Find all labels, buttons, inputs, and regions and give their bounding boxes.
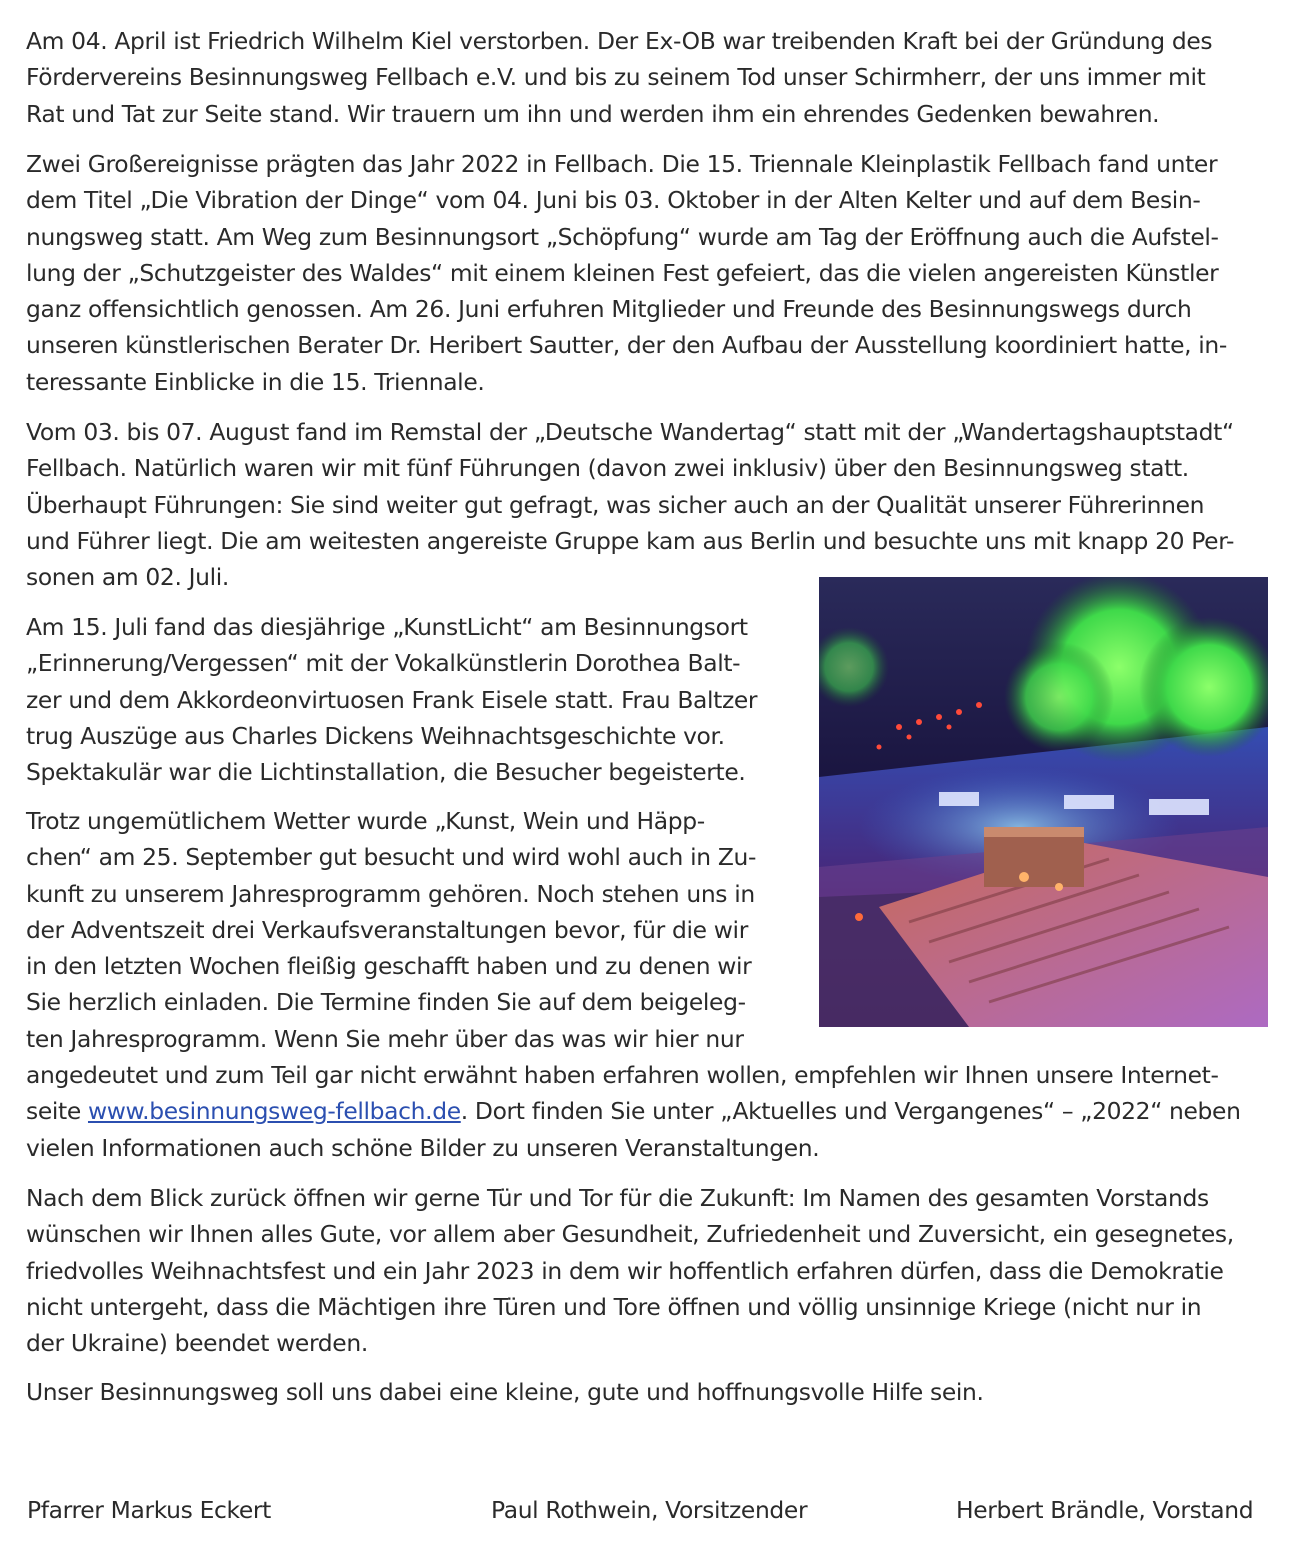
text-line: nicht untergeht, dass die Mächtigen ihre Türen und Tore öffnen und völlig unsinnige Kriege (nicht nur in xyxy=(26,1292,1202,1321)
text-line: wünschen wir Ihnen alles Gute, vor allem aber Gesundheit, Zufriedenheit und Zuversicht, ein gesegnetes, xyxy=(26,1220,1234,1249)
website-link[interactable]: www.besinnungsweg-fellbach.de xyxy=(87,1097,461,1126)
text-line: Fellbach. Natürlich waren wir mit fünf Führungen (davon zwei inklusiv) über den Besinnungsweg statt. xyxy=(26,454,1189,483)
paragraph-kunst-wein xyxy=(26,803,1241,1166)
text-line: der Adventszeit drei Verkaufsveranstaltungen bevor, für die wir xyxy=(26,915,748,944)
text-line: Nach dem Blick zurück öffnen wir gerne Tür und Tor für die Zukunft: Im Namen des gesamten Vorstands xyxy=(26,1184,1209,1212)
text-line: Unser Besinnungsweg soll uns dabei eine kleine, gute und hoffnungsvolle Hilfe sein. xyxy=(26,1378,984,1406)
text-line: und Führer liegt. Die am weitesten angereiste Gruppe kam aus Berlin und besuchte uns mit knapp 20 Per- xyxy=(26,526,1235,555)
text-line: angedeutet und zum Teil gar nicht erwähnt haben erfahren wollen, empfehlen wir Ihnen unsere Internet- xyxy=(26,1061,1219,1090)
link-suffix: . Dort finden Sie unter „Aktuelles und Vergangenes“ – „2022“ neben xyxy=(460,1097,1241,1126)
paragraph-final xyxy=(26,1374,984,1410)
paragraph-wandertag xyxy=(26,414,1234,595)
text-line: unseren künstlerischen Berater Dr. Heribert Sautter, der den Aufbau der Ausstellung koordiniert hatte, in- xyxy=(26,331,1227,360)
text-line: Trotz ungemütlichem Wetter wurde „Kunst, Wein und Häpp- xyxy=(26,807,705,835)
text-line: Zwei Großereignisse prägten das Jahr 2022 in Fellbach. Die 15. Triennale Kleinplastik Fellbach fand unter xyxy=(26,150,1218,178)
signature-right: Herbert Brändle, Vorstand xyxy=(956,1496,1254,1524)
text-line: sonen am 02. Juli. xyxy=(26,563,230,592)
text-line: zer und dem Akkordeonvirtuosen Frank Eisele statt. Frau Baltzer xyxy=(26,685,758,714)
text-line: ten Jahresprogramm. Wenn Sie mehr über das was wir hier nur xyxy=(26,1024,744,1053)
paragraph-closing xyxy=(26,1180,1234,1361)
text-line: Am 04. April ist Friedrich Wilhelm Kiel verstorben. Der Ex-OB war treibenden Kraft bei der Gründung des xyxy=(26,27,1213,55)
text-line: Überhaupt Führungen: Sie sind weiter gut gefragt, was sicher auch an der Qualität unserer Führerinnen xyxy=(26,490,1205,519)
paragraph-kunstlicht xyxy=(26,609,757,790)
text-line: kunft zu unserem Jahresprogramm gehören. Noch stehen uns in xyxy=(26,879,755,908)
paragraph-obituary xyxy=(26,23,1212,132)
text-line: chen“ am 25. September gut besucht und wird wohl auch in Zu- xyxy=(26,843,757,872)
text-line: trug Auszüge aus Charles Dickens Weihnachtsgeschichte vor. xyxy=(26,721,725,750)
signature-left: Pfarrer Markus Eckert xyxy=(27,1496,272,1524)
text-line: teressante Einblicke in die 15. Triennale. xyxy=(26,367,485,396)
text-line: friedvolles Weihnachtsfest und ein Jahr 2023 in dem wir hoffentlich erfahren dürfen, dass die Demokratie xyxy=(26,1256,1224,1285)
text-line: ganz offensichtlich genossen. Am 26. Juni erfuhren Mitglieder und Freunde des Besinnungswegs durch xyxy=(26,295,1192,324)
text-line: Spektakulär war die Lichtinstallation, die Besucher begeisterte. xyxy=(26,758,746,787)
text-line: Fördervereins Besinnungsweg Fellbach e.V. und bis zu seinem Tod unser Schirmherr, der uns immer mit xyxy=(26,63,1206,92)
text-line: dem Titel „Die Vibration der Dinge“ vom 04. Juni bis 03. Oktober in der Alten Kelter und auf dem Besin- xyxy=(26,186,1201,215)
text-line: Sie herzlich einladen. Die Termine finden Sie auf dem beigeleg- xyxy=(26,988,746,1017)
text-line: Rat und Tat zur Seite stand. Wir trauern um ihn und werden ihm ein ehrendes Gedenken bewahren. xyxy=(26,99,1160,128)
text-line: Vom 03. bis 07. August fand im Remstal der „Deutsche Wandertag“ statt mit der „Wandertagshauptstadt“ xyxy=(26,418,1234,446)
text-line: vielen Informationen auch schöne Bilder zu unseren Veranstaltungen. xyxy=(26,1133,820,1162)
text-line xyxy=(26,1093,1241,1129)
text-line: „Erinnerung/Vergessen“ mit der Vokalkünstlerin Dorothea Balt- xyxy=(26,649,741,678)
signature-center: Paul Rothwein, Vorsitzender xyxy=(491,1496,808,1524)
text-line: nungsweg statt. Am Weg zum Besinnungsort „Schöpfung“ wurde am Tag der Eröffnung auch die Aufstel- xyxy=(26,222,1219,251)
text-line: lung der „Schutzgeister des Waldes“ mit einem kleinen Fest gefeiert, das die vielen angereisten Künstler xyxy=(26,258,1219,287)
text-line: Am 15. Juli fand das diesjährige „KunstLicht“ am Besinnungsort xyxy=(26,613,748,641)
link-prefix: seite xyxy=(26,1097,88,1126)
paragraph-triennale xyxy=(26,146,1227,400)
text-line: der Ukraine) beendet werden. xyxy=(26,1329,368,1358)
text-line: in den letzten Wochen fleißig geschafft haben und zu denen wir xyxy=(26,952,752,981)
